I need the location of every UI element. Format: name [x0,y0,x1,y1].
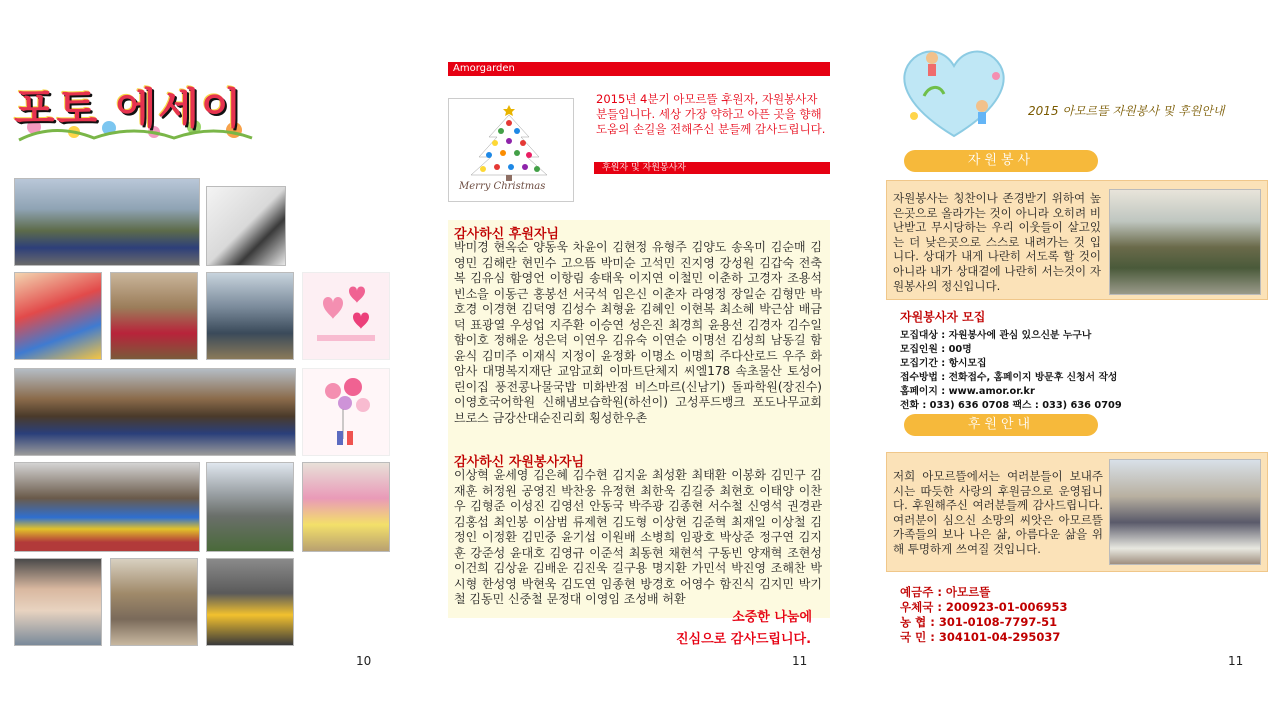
right-page-header: 2015 아모르뜰 자원봉사 및 후원안내 [1028,104,1225,118]
volunteer-pill: 자원봉사 [904,150,1098,172]
photo-group-park [206,272,294,360]
heart-kids-illustration [884,36,1024,146]
photo-kids-rock [14,462,200,552]
photo-child-portrait [14,558,102,646]
support-text: 저희 아모르뜰에서는 여러분들이 보내주시는 따듯한 사랑의 후원금으로 운영됩니다. 후원해주신 여러분들께 감사드립니다. 여러분이 심으신 소망의 씨앗은 아모르뜰 가족들의 보나 나은 삶, 아름다운 삶을 위해 투명하게 쓰여질 것입니다. [893,469,1103,556]
recruit-title: 자원봉사자 모집 [900,310,986,324]
photo-celebration [14,272,102,360]
closing-line-2: 진심으로 감사드립니다. [676,632,812,647]
photo-hanbok [110,272,198,360]
account-nonghyup: 농 협 : 301-0108-7797-51 [900,615,1058,629]
photo-car-driver [206,186,286,266]
recruit-method: 접수방법 : 전화접수, 홈페이지 방문후 신청서 작성 [900,372,1118,383]
recruit-target: 모집대상 : 자원봉사에 관심 있으신분 누구나 [900,330,1092,341]
recruit-period: 모집기간 : 항시모집 [900,358,987,369]
volunteer-info-box [886,180,1268,300]
hearts-icon [303,273,389,359]
sub-banner: 후원자 및 자원봉사자 [594,162,830,174]
left-page-number: 10 [356,654,372,668]
photo-palace-group [14,368,296,456]
volunteer-text: 자원봉사는 칭찬이나 존경받기 위하여 높은곳으로 올라가는 것이 아니라 오히려 비난받고 무시당하는 우리 이웃들이 살고있는 더 낮은곳으로 스스로 내려가는 것 입니다. 상대가 내게 나란히 서도록 할 것이 아니라 내가 상대곁에 나란히 서는것이 자원봉사의 정신입니다. [893,191,1101,293]
photo-raincoat-kids [206,558,294,646]
closing-line-1: 소중한 나눔에 [732,610,812,625]
recruit-count: 모집인원 : 00명 [900,344,972,355]
account-post: 우체국 : 200923-01-006953 [900,600,1068,614]
photo-group-outdoor [14,178,200,266]
amorgarden-banner: Amorgarden [448,62,830,76]
christmas-card-image [448,98,574,202]
photo-soldiers-volunteers [1109,189,1261,295]
volunteers-title: 감사하신 자원봉사자님 [454,455,585,470]
volunteers-list: 이상혁 윤세영 김은혜 김수현 김지윤 최성환 최태환 이봉화 김민구 김재훈 허정원 공영진 박찬웅 유정현 최한욱 김길중 최현호 이태양 이찬우 김형준 이성진 김영선 안동국 박주광 김종현 서수철 신영석 권경관 김홍섭 최인봉 이삼범 류제현 김도형 이상현 김준혁 최재일 이상철 김정인 이정환 김민중 윤기섭 이원배 소병희 임광호 박상준 정구연 김지훈 강준성 윤대호 김영규 이준석 최동현 채현석 구동빈 양재혁 조현성 이건희 김상윤 김배운 김진욱 길구용 명지환 가민석 박진영 조해찬 박시형 한성영 박현욱 김도연 임종현 방경호 어영수 함진식 김지민 박기철 김동민 신중철 문정대 이영임 조성배 허환 [454,468,822,606]
page-title: 포토 에세이 [14,84,244,133]
card-caption: Merry Christmas [459,181,546,192]
photo-hearts-illustration [302,272,390,360]
photo-hearts-couple [302,368,390,456]
account-kookmin: 국 민 : 304101-04-295037 [900,630,1061,644]
right-page-number: 11 [1228,654,1244,668]
donors-title: 감사하신 후원자님 [454,227,559,242]
intro-text: 2015년 4분기 아모르뜰 후원자, 자원봉사자 분들입니다. 세상 가장 약하고 아픈 곳을 향해 도움의 손길을 전해주신 분들께 감사드립니다. [596,92,826,136]
thanks-box [448,220,830,625]
photo-donation-event [1109,459,1261,565]
account-holder: 예금주 : 아모르뜰 [900,585,991,599]
recruit-phone: 전화 : 033) 636 0708 팩스 : 033) 636 0709 [900,400,1122,411]
middle-page-number: 11 [792,654,808,668]
support-info-box [886,452,1268,572]
recruit-homepage: 홈페이지 : www.amor.or.kr [900,386,1035,397]
photo-mountain-rocks [206,462,294,552]
heart-illustration-icon [884,36,1024,146]
support-pill: 후원안내 [904,414,1098,436]
donors-list: 박미경 현옥순 양동욱 차윤이 김현정 유형주 김양도 송옥미 김순매 김영민 김해란 현민수 고으뜸 박미순 고석민 진지영 강성원 김갑숙 전축복 김유심 함영언 이항림 송태욱 이지연 이철민 이춘하 고경자 조용석 빈소을 이동근 홍봉선 서국석 임은신 이춘자 라영정 장일순 김형만 박호경 이경현 김덕영 김성수 최형윤 김혜인 이현복 최소혜 박근삼 배금덕 표광열 우성업 지주환 이승연 성은진 최경희 윤용선 김경자 김수일 함이호 정해운 성은덕 이연우 김유숙 이연순 이명선 김성희 남동길 함윤식 김미주 이재식 지정이 윤정화 이명소 이명희 주다산로드 우주 화암사 대명복지재단 교암교회 이마트단체지 씨엘178 속초물산 토성어린이집 풍전콩나물국밥 미화반점 비스마르(신남기) 돌파학원(장진수) 이영호국어학원 신해냄보습학원(하선이) 고성푸드뱅크 포도나무교회 브로스 금강산대순진리회 횡성한우촌 [454,240,822,425]
heart-balloons-icon [303,369,389,455]
photo-dining-hall [110,558,198,646]
photo-indoor-event [302,462,390,552]
